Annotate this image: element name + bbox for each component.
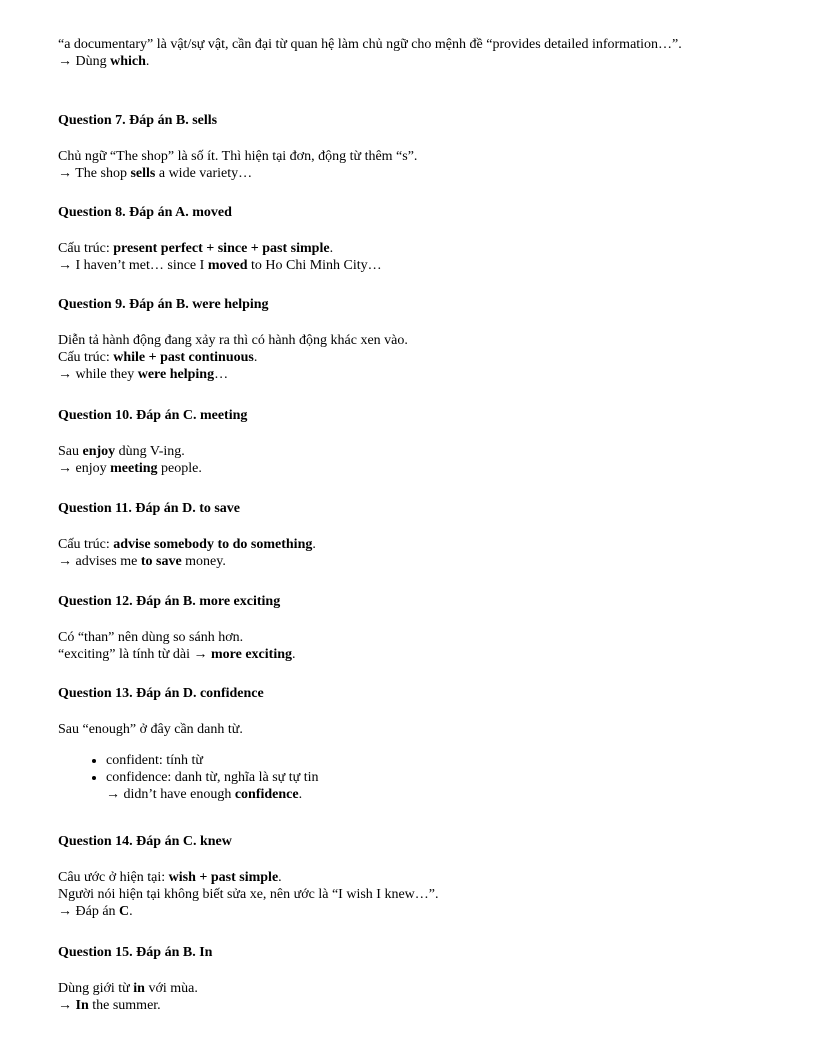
question-9-line-1: Diễn tả hành động đang xảy ra thì có hành động khác xen vào. (58, 333, 408, 348)
question-14-line-1: Câu ước ở hiện tại: wish + past simple. (58, 870, 282, 885)
question-14-line-3: → Đáp án C. (58, 904, 133, 919)
question-15-line-1: Dùng giới từ in với mùa. (58, 981, 198, 996)
question-12-line-2: “exciting” là tính từ dài → more exciting. (58, 647, 296, 662)
question-10 (58, 407, 247, 477)
question-11-line-1: Cấu trúc: advise somebody to do something. (58, 537, 316, 552)
question-13-line-1: Sau “enough” ở đây cần danh từ. (58, 722, 243, 737)
question-15 (58, 944, 212, 1014)
question-15-line-2: → In the summer. (58, 998, 161, 1013)
question-10-heading: Question 10. Đáp án C. meeting (58, 408, 248, 423)
question-14-line-2: Người nói hiện tại không biết sửa xe, nên ước là “I wish I knew…”. (58, 887, 439, 902)
intro-section (58, 36, 698, 70)
question-9-heading: Question 9. Đáp án B. were helping (58, 297, 269, 312)
question-15-heading: Question 15. Đáp án B. In (58, 945, 213, 960)
question-9 (58, 296, 408, 383)
question-7-line-2: → The shop sells a wide variety… (58, 166, 253, 181)
intro-line-1: “a documentary” là vật/sự vật, cần đại từ quan hệ làm chủ ngữ cho mệnh đề “provides detailed information…”. (58, 37, 682, 52)
question-7-line-1: Chủ ngữ “The shop” là số ít. Thì hiện tại đơn, động từ thêm “s”. (58, 149, 418, 164)
question-11-heading: Question 11. Đáp án D. to save (58, 501, 241, 516)
question-13-bullet-list (58, 752, 319, 803)
question-13-bullet-2: • confidence: danh từ, nghĩa là sự tự tin → didn’t have enough confidence. (106, 769, 319, 803)
question-7 (58, 112, 417, 182)
question-7-heading: Question 7. Đáp án B. sells (58, 113, 218, 128)
question-8-line-2: → I haven’t met… since I moved to Ho Chi Minh City… (58, 258, 382, 273)
question-8-line-1: Cấu trúc: present perfect + since + past simple. (58, 241, 334, 256)
question-12 (58, 593, 296, 663)
question-11 (58, 500, 316, 570)
intro-line-2: → Dùng which. (58, 54, 150, 69)
question-8-heading: Question 8. Đáp án A. moved (58, 205, 232, 220)
question-13-bullet-2-conclusion: → didn’t have enough confidence. (106, 787, 303, 802)
question-9-line-3: → while they were helping… (58, 367, 229, 382)
question-9-line-2: Cấu trúc: while + past continuous. (58, 350, 258, 365)
question-10-line-1: Sau enjoy dùng V-ing. (58, 444, 185, 459)
question-13-bullet-1: • confident: tính từ (106, 752, 319, 769)
question-8 (58, 204, 382, 274)
question-13-heading: Question 13. Đáp án D. confidence (58, 686, 264, 701)
question-14 (58, 833, 438, 920)
question-12-line-1: Có “than” nên dùng so sánh hơn. (58, 630, 244, 645)
question-10-line-2: → enjoy meeting people. (58, 461, 202, 476)
question-13 (58, 685, 319, 803)
question-14-heading: Question 14. Đáp án C. knew (58, 834, 232, 849)
question-12-heading: Question 12. Đáp án B. more exciting (58, 594, 281, 609)
question-11-line-2: → advises me to save money. (58, 554, 226, 569)
